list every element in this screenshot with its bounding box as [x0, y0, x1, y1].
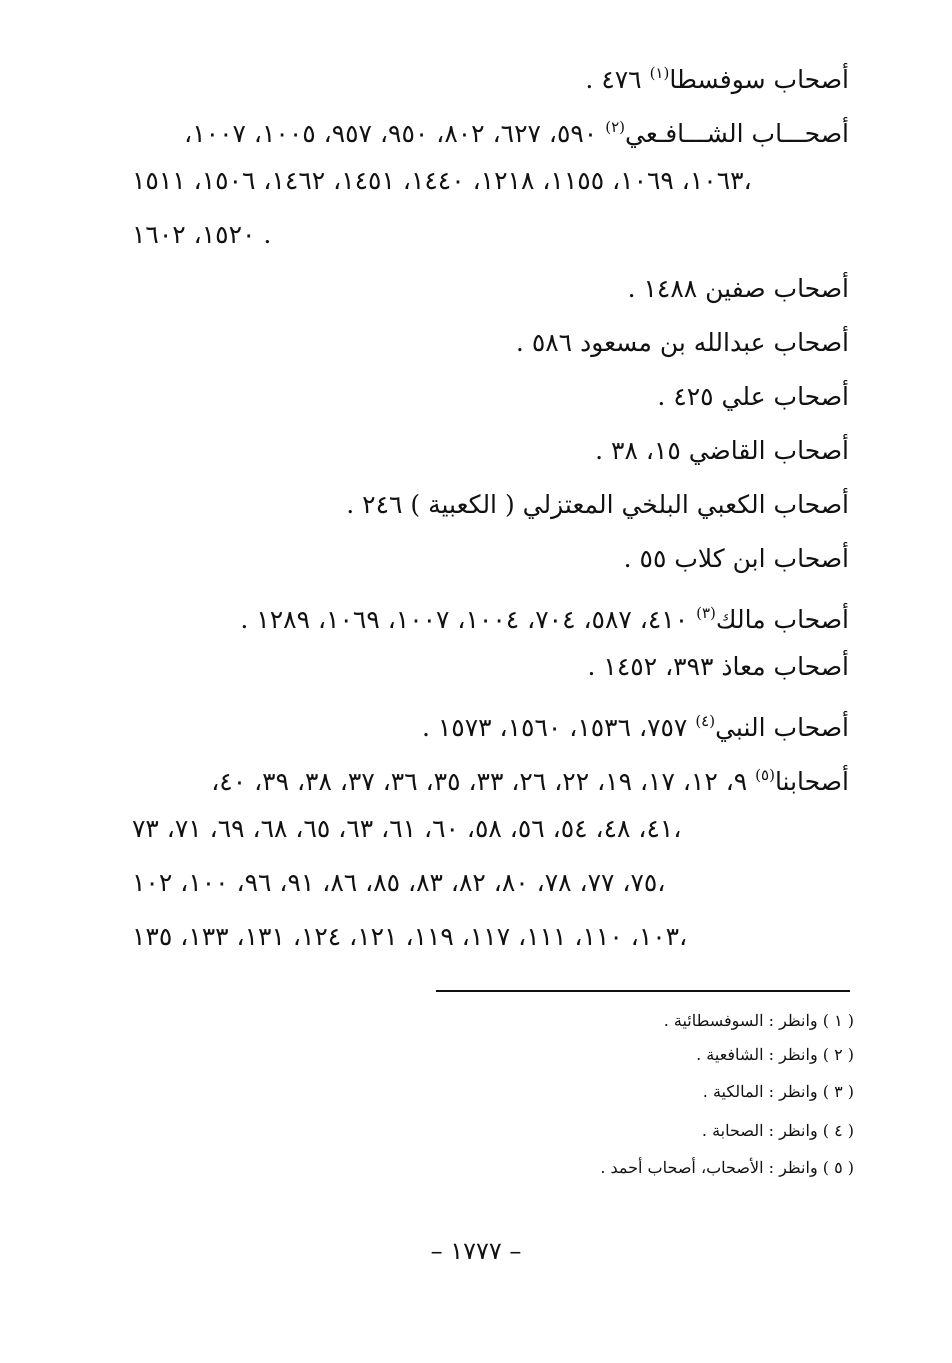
index-entry: أصحاب علي ٤٢٥ . — [657, 382, 849, 411]
entry-heading: أصحـــاب الشـــافـعي — [624, 119, 849, 148]
page-references: ٧٥٧، ١٥٣٦، ١٥٦٠، ١٥٧٣ . — [421, 713, 696, 742]
page-references: ٤١٠، ٥٨٧، ٧٠٤، ١٠٠٤، ١٠٠٧، ١٠٦٩، ١٢٨٩ . — [240, 605, 697, 634]
index-entry — [129, 56, 849, 97]
index-entry: أصحاب معاذ ٣٩٣، ١٤٥٢ . — [587, 652, 849, 681]
index-entry: أصحاب ابن كلاب ٥٥ . — [623, 544, 849, 573]
index-continuation-line: ١٥٢٠، ١٦٠٢ . — [132, 220, 272, 249]
index-entry — [129, 758, 849, 799]
index-entry: أصحاب عبدالله بن مسعود ٥٨٦ . — [515, 328, 849, 357]
index-entry: أصحاب الكعبي البلخي المعتزلي ( الكعبية ) ٢٤٦ . — [346, 490, 849, 519]
index-continuation-line: ٧٥، ٧٧، ٧٨، ٨٠، ٨٢، ٨٣، ٨٥، ٨٦، ٩١، ٩٦، ١٠٠، ١٠٢، — [132, 868, 666, 897]
page-references: ٥٩٠، ٦٢٧، ٨٠٢، ٩٥٠، ٩٥٧، ١٠٠٥، ١٠٠٧، — [184, 119, 606, 148]
index-continuation-line: ١٠٦٣، ١٠٦٩، ١١٥٥، ١٢١٨، ١٤٤٠، ١٤٥١، ١٤٦٢، ١٥٠٦، ١٥١١، — [132, 166, 752, 195]
footnote: ( ٢ ) وانظر : الشافعية . — [696, 1045, 854, 1064]
footnote-separator — [436, 990, 850, 992]
footnote-marker: (١) — [649, 64, 670, 82]
footnote-marker: (٣) — [696, 604, 716, 622]
page-references: ٩، ١٢، ١٧، ١٩، ٢٢، ٢٦، ٣٣، ٣٥، ٣٦، ٣٧، ٣٨، ٣٩، ٤٠، — [211, 767, 756, 796]
footnote: ( ٥ ) وانظر : الأصحاب، أصحاب أحمد . — [600, 1158, 854, 1177]
entry-heading: أصحاب سوفسطا — [669, 65, 849, 94]
footnote-marker: (٢) — [605, 118, 625, 136]
index-entry: أصحاب القاضي ١٥، ٣٨ . — [595, 436, 849, 465]
page-number: – ١٧٧٧ – — [430, 1237, 522, 1265]
index-entry — [129, 110, 849, 151]
footnote: ( ٣ ) وانظر : المالكية . — [702, 1082, 854, 1101]
footnote-marker: (٤) — [695, 712, 716, 730]
footnote: ( ١ ) وانظر : السوفسطائية . — [663, 1011, 854, 1030]
index-entry — [129, 704, 849, 745]
index-continuation-line: ٤١، ٤٨، ٥٤، ٥٦، ٥٨، ٦٠، ٦١، ٦٣، ٦٥، ٦٨، ٦٩، ٧١، ٧٣، — [132, 814, 682, 843]
footnote: ( ٤ ) وانظر : الصحابة . — [701, 1121, 854, 1140]
entry-heading: أصحاب مالك — [715, 605, 849, 634]
footnote-marker: (٥) — [755, 766, 775, 784]
index-entry: أصحاب صفين ١٤٨٨ . — [627, 274, 849, 303]
entry-heading: أصحاب النبي — [715, 713, 849, 742]
page-references: ٤٧٦ . — [585, 65, 650, 94]
index-entry — [129, 596, 849, 637]
index-continuation-line: ١٠٣، ١١٠، ١١١، ١١٧، ١١٩، ١٢١، ١٢٤، ١٣١، ١٣٣، ١٣٥، — [132, 922, 688, 951]
entry-heading: أصحابنا — [774, 767, 849, 796]
